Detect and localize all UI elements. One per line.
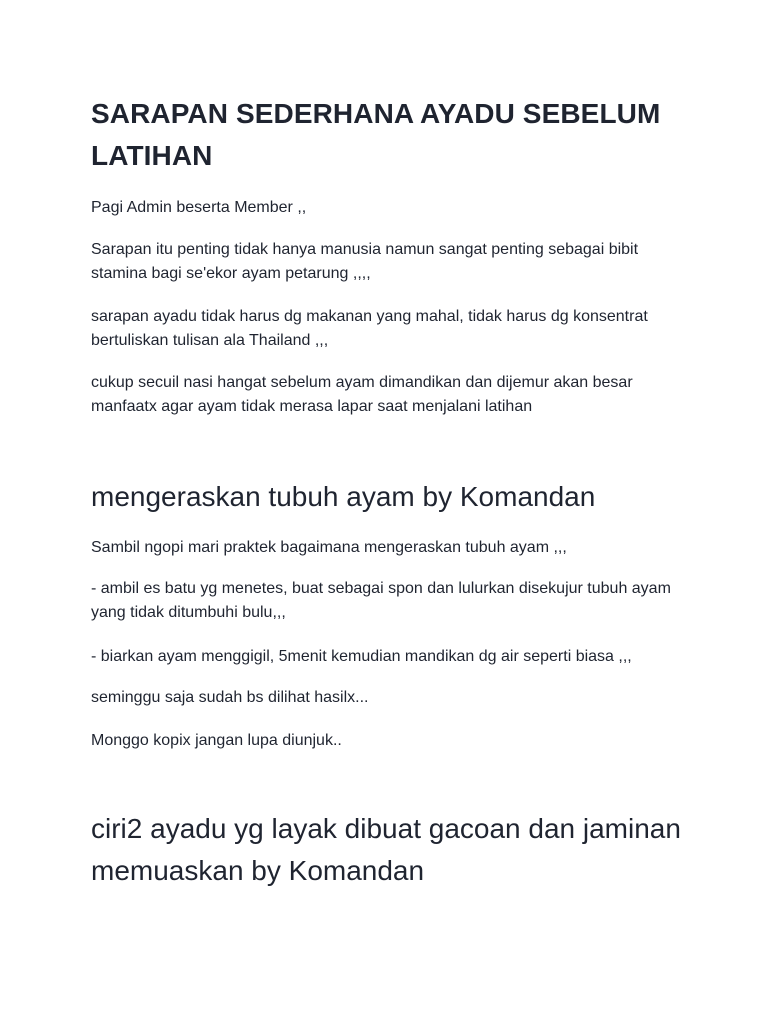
section-1-paragraph-4: cukup secuil nasi hangat sebelum ayam dimandikan dan dijemur akan besar manfaatx agar ayam tidak merasa lapar saat menjalani latihan [91, 374, 633, 415]
section-1-paragraph-3: sarapan ayadu tidak harus dg makanan yang mahal, tidak harus dg konsentrat bertuliskan tulisan ala Thailand ,,, [91, 308, 648, 349]
section-3-title: ciri2 ayadu yg layak dibuat gacoan dan jaminan memuaskan by Komandan [91, 813, 681, 886]
section-1-title: SARAPAN SEDERHANA AYADU SEBELUM LATIHAN [91, 98, 661, 171]
section-2-paragraph-4: seminggu saja sudah bs dilihat hasilx... [91, 689, 369, 706]
section-2-paragraph-3: - biarkan ayam menggigil, 5menit kemudian mandikan dg air seperti biasa ,,, [91, 648, 632, 665]
section-1-paragraph-2: Sarapan itu penting tidak hanya manusia namun sangat penting sebagai bibit stamina bagi se'ekor ayam petarung ,,,, [91, 241, 639, 282]
section-2-paragraph-2: - ambil es batu yg menetes, buat sebagai spon dan lulurkan disekujur tubuh ayam yang tidak ditumbuhi bulu,,, [91, 580, 671, 621]
section-1-paragraph-1: Pagi Admin beserta Member ,, [91, 199, 307, 216]
section-2-paragraph-5: Monggo kopix jangan lupa diunjuk.. [91, 732, 342, 749]
section-2-title: mengeraskan tubuh ayam by Komandan [91, 481, 596, 512]
section-2-paragraph-1: Sambil ngopi mari praktek bagaimana mengeraskan tubuh ayam ,,, [91, 539, 567, 556]
